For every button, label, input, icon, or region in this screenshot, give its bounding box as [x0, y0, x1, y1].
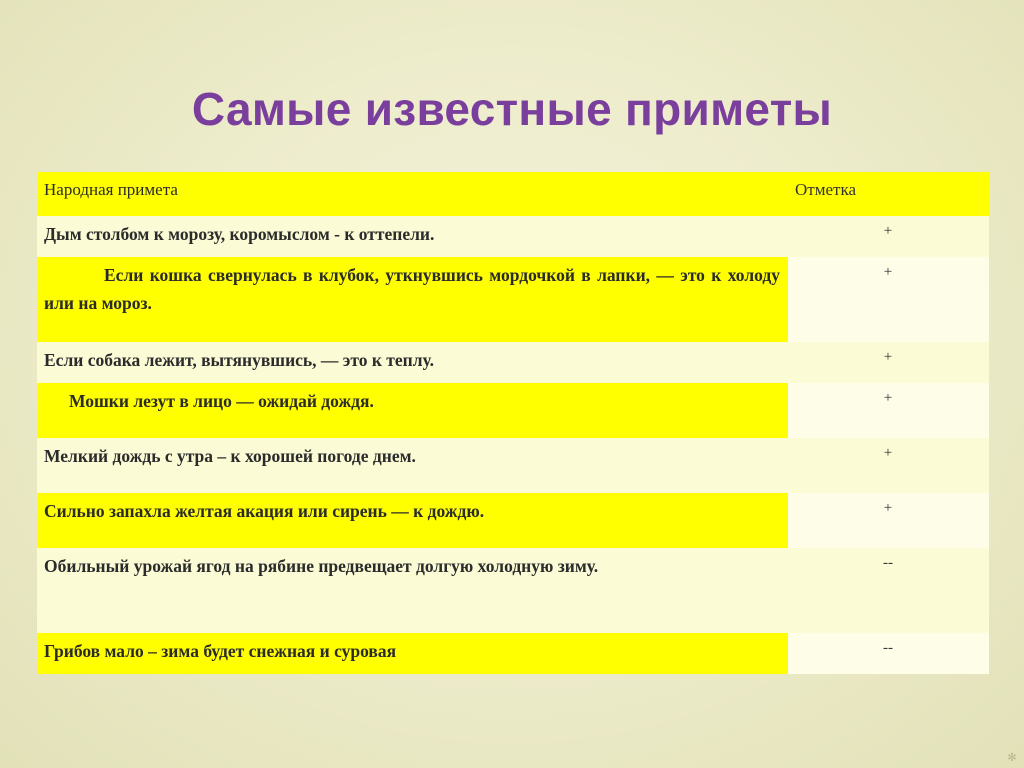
mark-value: + [788, 383, 989, 438]
signs-table [37, 172, 989, 674]
sign-text: Если собака лежит, вытянувшись, — это к теплу. [37, 342, 788, 383]
mark-value: + [788, 493, 989, 548]
table-row [37, 342, 989, 383]
mark-value: + [788, 257, 989, 342]
table-row [37, 216, 989, 257]
mark-value: -- [788, 633, 989, 674]
table-row [37, 257, 989, 342]
mark-value: + [788, 438, 989, 493]
sign-text: Дым столбом к морозу, коромыслом - к оттепели. [37, 216, 788, 257]
table-row [37, 383, 989, 438]
sign-text: Сильно запахла желтая акация или сирень — к дождю. [37, 493, 788, 548]
sign-text: Мошки лезут в лицо — ожидай дождя. [37, 383, 788, 438]
table-row [37, 633, 989, 674]
corner-ornament-icon: ✻ [1007, 751, 1017, 764]
mark-value: + [788, 216, 989, 257]
table-row [37, 548, 989, 633]
table-row [37, 438, 989, 493]
sign-text: Мелкий дождь с утра – к хорошей погоде днем. [37, 438, 788, 493]
sign-text: Обильный урожай ягод на рябине предвещает долгую холодную зиму. [37, 548, 788, 633]
slide-title: Самые известные приметы [191, 83, 833, 135]
table-row [37, 493, 989, 548]
sign-text: Если кошка свернулась в клубок, уткнувшись мордочкой в лапки, — это к холоду или на мороз. [37, 257, 788, 342]
header-sign: Народная примета [37, 172, 788, 216]
mark-value: + [788, 342, 989, 383]
mark-value: -- [788, 548, 989, 633]
table-header-row [37, 172, 989, 216]
sign-text: Грибов мало – зима будет снежная и суровая [37, 633, 788, 674]
header-mark: Отметка [788, 172, 989, 216]
